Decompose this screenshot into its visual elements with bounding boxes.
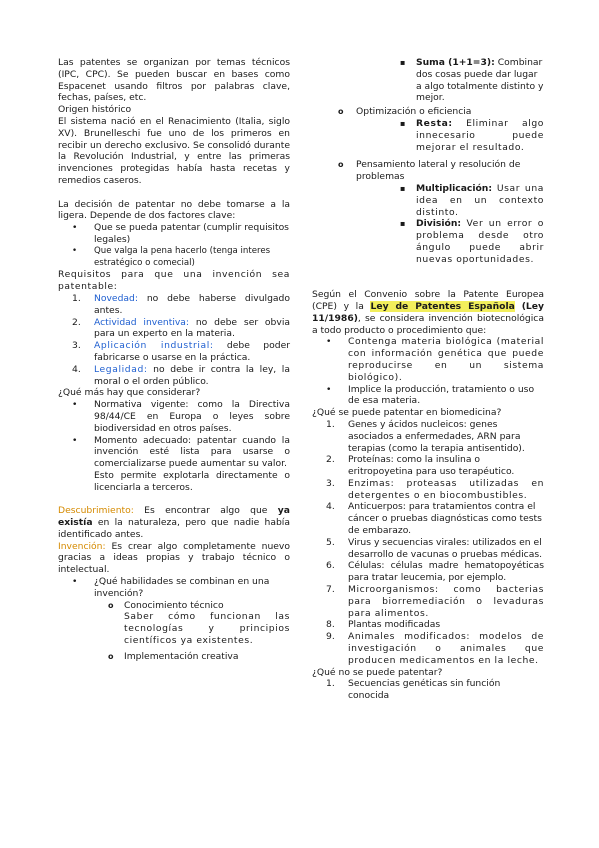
considerar-list — [58, 399, 290, 493]
term-suma: Suma (1+1=3): — [416, 57, 495, 68]
paragraph-invencion — [58, 541, 290, 576]
requisitos-intro: Requisitos para que una invención sea patentable: — [58, 269, 290, 293]
condiciones-list — [312, 336, 544, 407]
list-number: 3. — [326, 477, 335, 489]
item-text: Secuencias genéticas sin función conocida — [348, 678, 501, 702]
list-number: 1. — [326, 678, 335, 690]
sub-item-desc — [58, 611, 290, 646]
habilidades-list — [58, 576, 290, 600]
term-desc: Ver un error o problema desde otro ángulo puede abrir nuevas oportunidades. — [416, 218, 544, 265]
term-desc: Usar una idea en un contexto distinto. — [416, 182, 544, 218]
condicion-text: Implice la producción, tratamiento o uso de esa materia. — [348, 383, 535, 407]
item-text: Proteínas: como la insulina o eritropoyetina para uso terapéutico. — [348, 454, 515, 478]
paragraph-descubrimiento — [58, 505, 290, 540]
condicion-text: Contenga materia biológica (material con información genética que puede reproducirse en un sistema biológico). — [348, 336, 544, 383]
patentables-list — [312, 419, 544, 667]
list-item — [312, 584, 544, 619]
question-considerar: ¿Qué más hay que considerar? — [58, 387, 201, 399]
requisitos-list — [58, 293, 290, 387]
highlight-ley-patentes: Ley de Patentes Española — [370, 300, 515, 312]
list-item — [58, 293, 290, 317]
paragraph-decision: La decisión de patentar no debe tomarse a la ligera. Depende de dos factores clave: — [58, 198, 290, 222]
left-column — [58, 57, 290, 663]
question-no-patentar: ¿Qué no se puede patentar? — [312, 666, 443, 678]
term-aplicacion-industrial: Aplicación industrial: — [94, 340, 214, 352]
no-patentables-list — [312, 678, 544, 702]
considerar-text: Momento adecuado: patentar cuando la invención esté lista para usarse o comercializarse puede aumentar su valor. — [94, 434, 290, 470]
list-item — [58, 399, 290, 434]
list-item — [312, 560, 544, 584]
list-item — [312, 501, 544, 536]
spacer — [58, 493, 290, 505]
list-item — [58, 222, 290, 246]
list-number: 3. — [72, 340, 81, 352]
term-actividad-inventiva: Actividad inventiva: — [94, 316, 190, 328]
list-item-continuation — [58, 470, 290, 494]
list-item — [312, 454, 544, 478]
list-number: 1. — [326, 418, 335, 430]
item-text: Plantas modificadas — [348, 619, 441, 631]
item-text: Virus y secuencias virales: utilizados en el desarrollo de vacunas o pruebas médicas. — [348, 536, 543, 560]
list-item — [312, 537, 544, 561]
convenio-ley: (Ley 11/1986) — [312, 300, 544, 324]
term-desc: Eliminar algo innecesario puede mejorar el resultado. — [416, 117, 544, 153]
list-number: 4. — [326, 501, 335, 513]
sub-item-text: Saber cómo funcionan las tecnologías y principios científicos ya existentes. — [124, 611, 290, 647]
item-text: Anticuerpos: para tratamientos contra el cáncer o pruebas diagnósticas como tests de embarazo. — [348, 501, 542, 537]
sub-item-pensamiento — [312, 159, 544, 183]
convenio-text: Según el Convenio sobre la Patente Europea (CPE) y la — [312, 289, 544, 312]
list-item — [312, 631, 544, 666]
list-number: 5. — [326, 536, 335, 548]
list-item — [58, 576, 290, 600]
sub-item-label: Optimización o eficiencia — [356, 106, 472, 118]
list-item — [312, 678, 544, 702]
list-number: 2. — [72, 316, 81, 328]
term-desc: Combinar dos cosas puede dar lugar a algo totalmente distinto y mejor. — [416, 57, 544, 104]
list-item — [58, 340, 290, 364]
item-text: Genes y ácidos nucleicos: genes asociados a enfermedades, ARN para terapias (como la terapia antisentido). — [348, 418, 525, 454]
sub-item-implementacion — [58, 651, 290, 663]
considerar-text: Normativa vigente: como la Directiva 98/44/CE en Europa o leyes sobre biodiversidad en otros países. — [94, 399, 290, 434]
list-number: 1. — [72, 292, 81, 304]
list-item — [58, 364, 290, 388]
right-column — [312, 57, 544, 702]
question-biomedicina: ¿Qué se puede patentar en biomedicina? — [312, 407, 502, 419]
list-item — [312, 419, 544, 454]
list-number: 6. — [326, 560, 335, 572]
desc-bold: ya existía — [58, 505, 290, 529]
term-legalidad: Legalidad: — [94, 363, 148, 375]
paragraph-origen: El sistema nació en el Renacimiento (Italia, siglo XV). Brunelleschi fue uno de los primeros en recibir un derecho exclusivo. Se consolidó durante la Revolución Industrial, y entre las primeras invenciones protegidas había hasta recetas y remedios caseros. — [58, 115, 290, 186]
sub-item-conocimiento — [58, 600, 290, 612]
heading-origen-historico: Origen histórico — [58, 104, 132, 116]
sub-item-label: Pensamiento lateral y resolución de problemas — [356, 159, 521, 183]
item-text: Enzimas: proteasas utilizadas en detergentes o en biocombustibles. — [348, 477, 544, 501]
item-text: Animales modificados: modelos de investigación o animales que producen medicamentos en la leche. — [348, 631, 544, 666]
desc-text: en la naturaleza, pero que nadie había identificado antes. — [58, 517, 290, 540]
sub-sub-item-division — [312, 218, 544, 265]
spacer — [312, 266, 544, 278]
term-desc: no debe haberse divulgado antes. — [94, 292, 290, 316]
sub-item-optimizacion — [312, 106, 544, 118]
factores-list — [58, 222, 290, 269]
spacer — [58, 187, 290, 199]
list-item — [58, 246, 290, 270]
habilidades-question: ¿Qué habilidades se combinan en una invención? — [94, 576, 270, 599]
item-text: Microorganismos: como bacterias para biorremediación o levaduras para alimentos. — [348, 584, 544, 619]
list-number: 9. — [326, 631, 335, 643]
convenio-text: , se considera invención biotecnológica a todo producto o procedimiento que: — [312, 312, 544, 336]
inv-text: Es crear algo completamente nuevo gracias a ideas propias y trabajo técnico o intelectual. — [58, 540, 290, 576]
list-item — [312, 619, 544, 631]
list-item — [312, 478, 544, 502]
spacer — [312, 277, 544, 289]
list-number: 7. — [326, 584, 335, 596]
factor-text: Que valga la pena hacerlo (tenga interes estratégico o comecial) — [94, 245, 271, 268]
paragraph-clasificacion: Las patentes se organizan por temas técnicos (IPC, CPC). Se pueden buscar en bases como Espacenet usando filtros por palabras clave, fechas, países, etc. — [58, 57, 290, 104]
list-number: 4. — [72, 363, 81, 375]
list-number: 2. — [326, 454, 335, 466]
sub-sub-item-suma — [312, 57, 544, 104]
considerar-text: Esto permite explotarla directamente o licenciarla a terceros. — [94, 469, 290, 493]
term-novedad: Novedad: — [94, 292, 138, 304]
list-number: 8. — [326, 619, 335, 631]
list-item — [58, 317, 290, 341]
term-desc: debe poder fabricarse o usarse en la práctica. — [94, 340, 290, 363]
term-division: División: — [416, 218, 462, 230]
sub-item-label: Implementación creativa — [124, 650, 239, 662]
term-descubrimiento: Descubrimiento: — [58, 505, 134, 517]
desc-text: Es encontrar algo que — [133, 505, 278, 517]
item-text: Células: células madre hematopoyéticas para tratar leucemia, por ejemplo. — [348, 560, 544, 584]
list-item — [312, 384, 544, 408]
term-desc: no debe ir contra la ley, la moral o el orden público. — [94, 363, 290, 387]
term-desc: no debe ser obvia para un experto en la materia. — [94, 316, 291, 340]
list-item — [58, 435, 290, 470]
sub-item-label: Conocimiento técnico — [124, 599, 224, 611]
term-resta: Resta: — [416, 117, 453, 129]
sub-sub-item-multiplicacion — [312, 183, 544, 218]
term-multiplicacion: Multiplicación: — [416, 182, 493, 194]
list-item — [312, 336, 544, 383]
paragraph-convenio — [312, 289, 544, 336]
term-invencion: Invención: — [58, 540, 106, 552]
sub-sub-item-resta — [312, 118, 544, 153]
factor-text: Que se pueda patentar (cumplir requisitos legales) — [94, 222, 289, 245]
